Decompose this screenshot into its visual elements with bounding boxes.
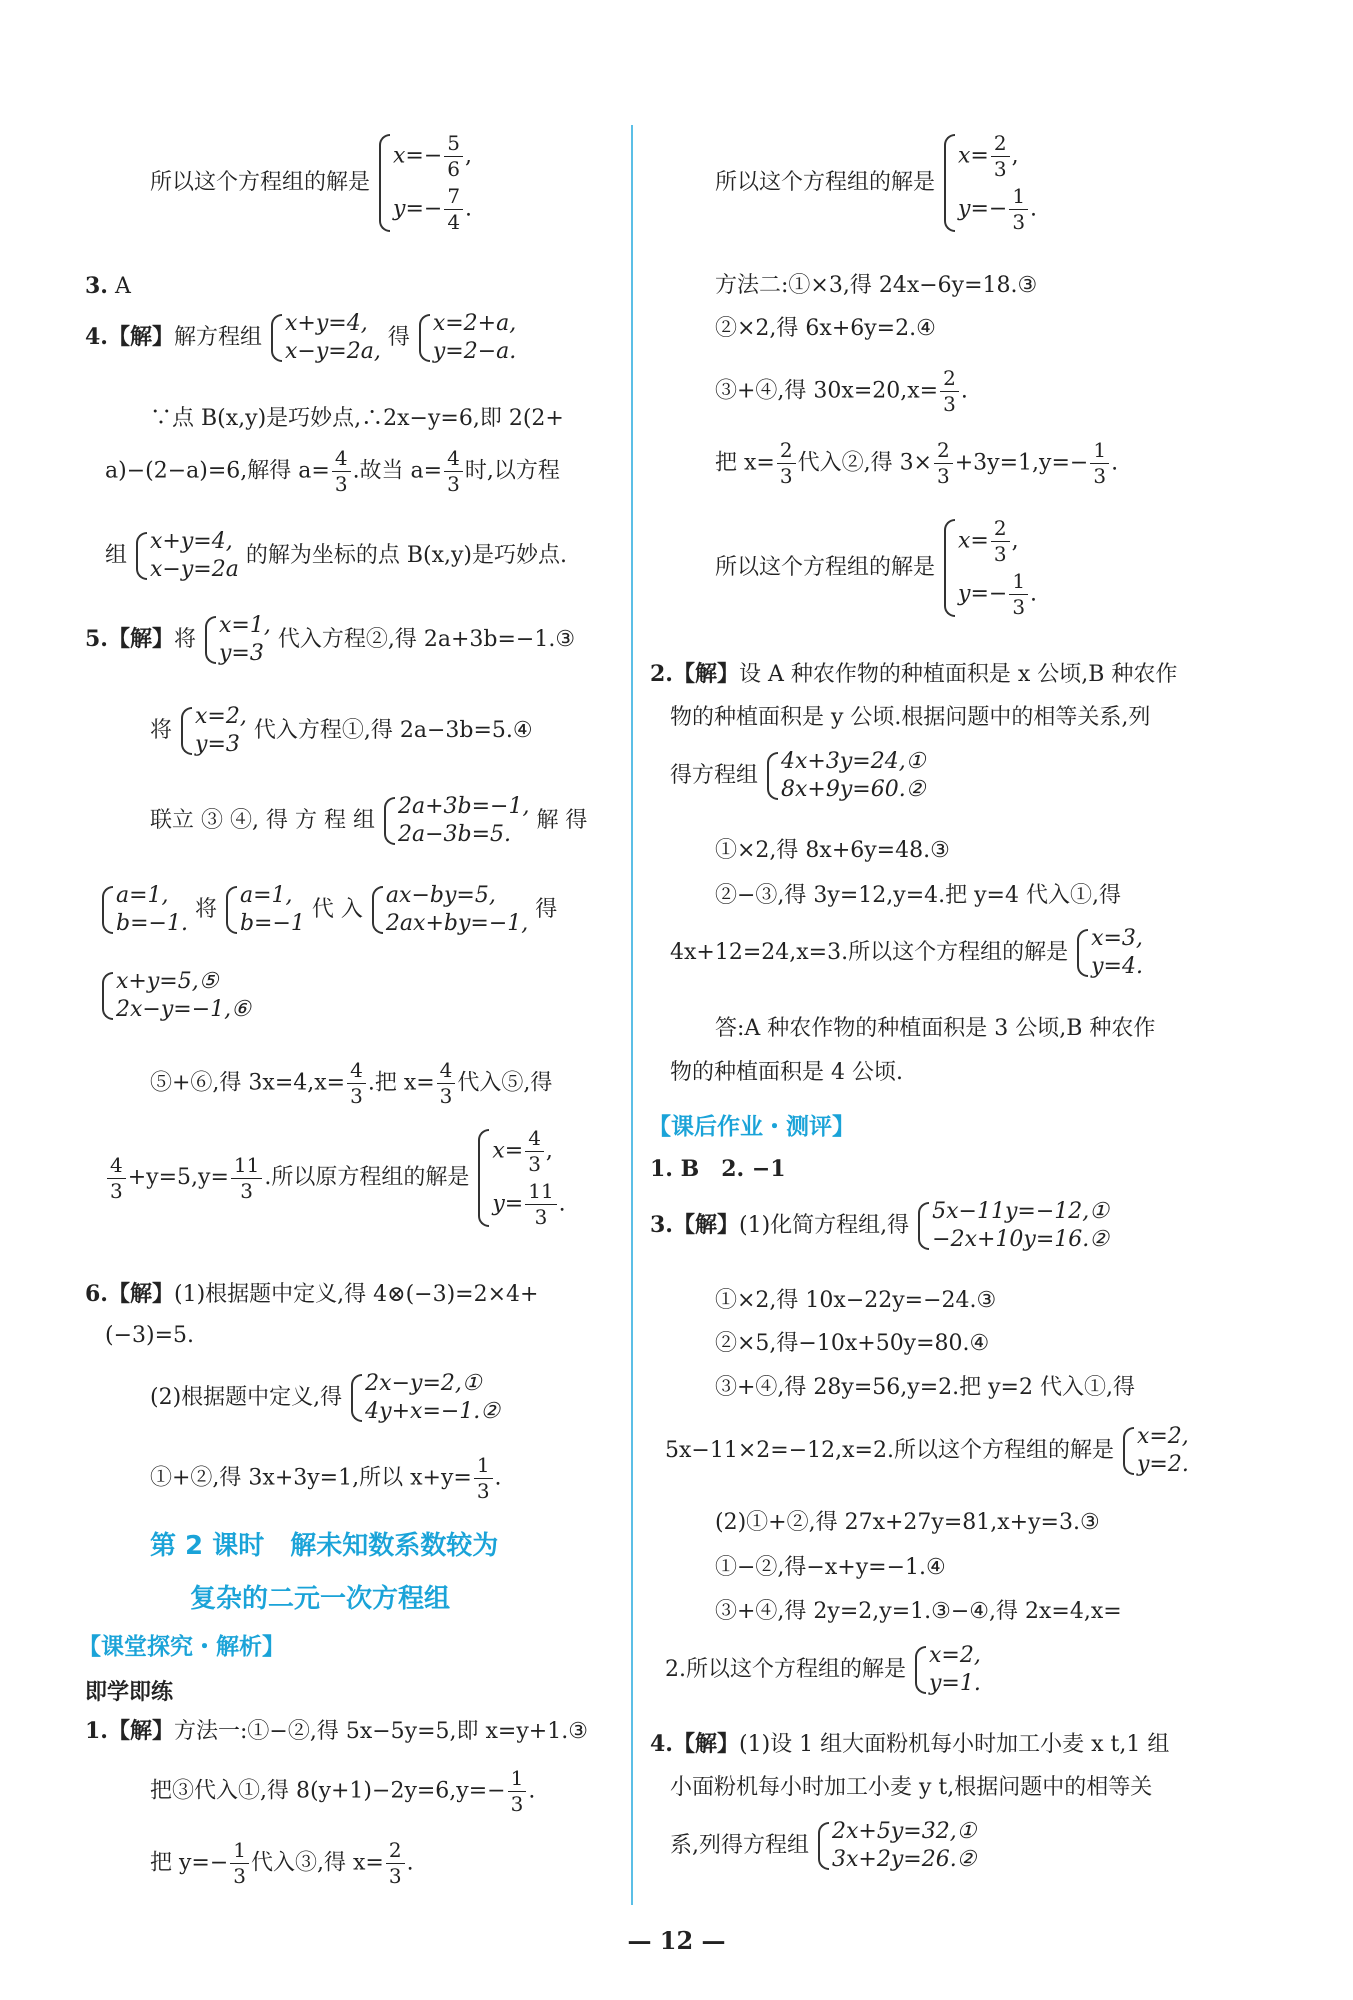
q4-line1 [85,310,516,366]
q5-line1 [85,612,575,668]
solution-label: 所以这个方程组的解是 [715,555,936,580]
method2-line4 [715,440,1118,487]
q6-line2: (−3)=5. [105,1323,195,1348]
rq3-line4: ③+④,得 28y=56,y=2.把 y=2 代入①,得 [715,1375,1135,1400]
text: (1)设 1 组大面粉机每小时加工小麦 x t,1 组 [738,1732,1170,1757]
eq-row: 2x−y=2,① [365,1371,482,1396]
column-divider [631,125,633,1905]
eq-row: 4x+3y=24,① [781,749,926,774]
frac-num: 7 [444,186,463,210]
text: . [528,1778,536,1804]
text: ③+④,得 30x=20,x= [715,378,939,404]
y-eq: y=− [958,196,1008,222]
text: 解方程组 [173,325,262,350]
frac-den: 3 [1093,464,1107,488]
text: 2.所以这个方程组的解是 [665,1657,906,1682]
q2-line5: ②−③,得 3y=12,y=4.把 y=4 代入①,得 [715,883,1121,908]
lesson-heading-line1: 第 2 课时 解未知数系数较为 [150,1531,499,1561]
text: (1)化简方程组,得 [738,1213,910,1238]
eq-row: y=3 [219,641,264,666]
frac-den: 3 [993,542,1007,566]
x-eq: x= [492,1138,524,1164]
frac-num: 2 [777,440,796,464]
method2-line3 [715,368,968,415]
equation-system [382,793,529,849]
x-eq: x=− [393,143,443,169]
eq-row: b=−1 [239,911,305,936]
equation-system [269,310,381,366]
eq-row: a=1, [239,883,293,908]
rq3-line6: (2)①+②,得 27x+27y=81,x+y=3.③ [715,1510,1100,1535]
eq-row: x−y=2a [150,557,239,582]
text: 代入方程②,得 2a+3b=−1.③ [277,627,576,652]
q3-answer [85,275,131,298]
frac-num: 4 [332,448,351,472]
rq4-line3 [670,1818,976,1874]
subheading: 即学即练 [85,1680,174,1705]
frac-den: 3 [388,1864,402,1888]
frac-num: 1 [1009,186,1028,210]
question-number: 2. [650,661,673,687]
eq-row: 3x+2y=26.② [832,1847,977,1872]
frac-num: 1 [230,1840,249,1864]
equation-system [370,882,528,938]
q2-line1 [650,663,1177,686]
text: 把③代入①,得 8(y+1)−2y=6,y=− [150,1778,506,1804]
y-eq: y=− [393,196,443,222]
question-number: 6. [85,1281,108,1307]
text: 把 x= [715,450,775,476]
solution-continued [150,130,472,236]
frac-den: 6 [447,157,461,181]
equation-system [224,882,305,938]
solution-tag: 【解】 [107,324,174,350]
eq-row: 2ax+by=−1, [385,911,529,936]
frac-num: 4 [347,1060,366,1084]
solution-tag: 【解】 [672,1212,739,1238]
frac-den: 3 [334,472,348,496]
eq-row: y=2. [1136,1452,1189,1477]
frac-num: 11 [231,1155,262,1179]
page-number: — 12 — [627,1926,726,1955]
solution-tag: 【解】 [107,1281,174,1307]
q1-line3 [150,1840,414,1887]
text: 代入③,得 x= [251,1850,384,1876]
rq3-line2: ①×2,得 10x−22y=−24.③ [715,1288,997,1313]
frac-den: 3 [439,1084,453,1108]
text: 系,列得方程组 [670,1833,809,1858]
question-number: 1. [85,1718,108,1744]
q2-line3 [670,748,925,804]
frac-num: 1 [474,1455,493,1479]
solution-system [476,1125,565,1231]
frac-den: 3 [1012,210,1026,234]
text: +3y=1,y=− [954,450,1089,476]
r-solution-1 [715,130,1037,236]
eq-row: 5x−11y=−12,① [932,1199,1109,1224]
rq3-line1 [650,1198,1109,1254]
q2-line6 [670,925,1143,981]
punct: , [1011,528,1019,554]
frac-den: 3 [240,1178,253,1203]
eq-row: x+y=5,⑤ [116,969,219,994]
q6-line3 [150,1370,500,1426]
question-number: 4. [650,1731,673,1757]
solution-tag: 【解】 [672,661,739,687]
text: 得 [387,325,410,350]
equation-system [100,968,251,1024]
text: . [494,1465,502,1491]
eq-row: 2a−3b=5. [397,822,512,847]
rq4-line1 [650,1733,1169,1756]
method2-line1: 方法二:①×3,得 24x−6y=18.③ [715,273,1038,298]
text: 4x+12=24,x=3.所以这个方程组的解是 [670,940,1069,965]
solution-system [1075,925,1143,981]
question-number: 3. [650,1212,673,1238]
eq-row: x+y=4, [150,529,233,554]
solution-system [377,130,472,236]
frac-den: 3 [993,157,1007,181]
eq-row: x+y=4, [285,311,368,336]
eq-row: 8x+9y=60.② [781,777,926,802]
frac-num: 4 [444,448,463,472]
frac-den: 3 [943,392,956,416]
frac-den: 3 [110,1178,123,1203]
solution-system [1121,1423,1189,1479]
text: 解 得 [536,808,588,833]
text: (1)根据题中定义,得 4⊗(−3)=2×4+ [173,1282,539,1307]
equation-system [916,1198,1109,1254]
frac-num: 1 [1090,440,1109,464]
q6-line1 [85,1283,538,1306]
frac-num: 1 [1009,571,1028,595]
equation-system [349,1370,500,1426]
eq-row: y=3 [195,732,240,757]
equation-system [765,748,925,804]
punct: . [1030,196,1038,222]
rq3-line9 [665,1642,981,1698]
solution-system [942,130,1037,236]
text: .所以原方程组的解是 [264,1165,470,1190]
x-eq: x= [958,143,989,169]
punct: . [1030,581,1038,607]
text: 设 A 种农作物的种植面积是 x 公顷,B 种农作 [738,662,1178,687]
equation-system [816,1818,976,1874]
q5-line4 [100,882,557,938]
frac-den: 3 [779,464,793,488]
q5-line5 [100,968,251,1024]
frac-den: 3 [534,1205,548,1229]
frac-den: 3 [476,1479,490,1503]
text: 将 [194,897,217,922]
eq-row: x=1, [219,613,271,638]
text: 组 [105,543,128,568]
eq-row: x−y=2a, [285,339,381,364]
eq-row: x=2, [195,704,247,729]
x-eq: x= [958,528,989,554]
eq-row: x=3, [1091,926,1143,951]
question-number: 3. [85,273,108,299]
punct: . [465,196,473,222]
rq3-line7: ①−②,得−x+y=−1.④ [715,1555,946,1580]
text: 联立 ③ ④, 得 方 程 组 [150,808,375,833]
frac-num: 4 [107,1155,126,1179]
q4-line4 [105,528,567,584]
text: ⑤+⑥,得 3x=4,x= [150,1070,346,1096]
text: 代 入 [311,897,363,922]
r-solution-2 [715,515,1037,621]
solution-system [913,1642,981,1698]
text: 的解为坐标的点 B(x,y)是巧妙点. [245,543,567,568]
punct: , [545,1138,553,1164]
text: 代入方程①,得 2a−3b=5.④ [253,718,533,743]
eq-row: a=1, [116,883,169,908]
section-tag: 【课堂探究・解析】 [78,1634,285,1660]
q2-answer-line1: 答:A 种农作物的种植面积是 3 公顷,B 种农作 [715,1016,1156,1041]
text: . [1111,450,1119,476]
punct: , [465,143,473,169]
eq-row: b=−1. [116,911,188,936]
frac-den: 3 [350,1084,363,1108]
frac-num: 2 [991,133,1010,157]
frac-num: 11 [525,1181,556,1205]
eq-row: 4y+x=−1.② [365,1399,501,1424]
q2-line4: ①×2,得 8x+6y=48.③ [715,838,950,863]
answer-text: A [114,274,131,299]
eq-row: x=2, [1136,1424,1189,1449]
text: 得 [535,897,558,922]
eq-row: y=1. [929,1671,981,1696]
text: 代入②,得 3× [797,450,932,476]
q4-line2: ∵点 B(x,y)是巧妙点,∴2x−y=6,即 2(2+ [150,406,564,431]
eq-row: y=4. [1091,954,1143,979]
q5-line6 [150,1060,552,1107]
solution-tag: 【解】 [107,626,174,652]
frac-num: 2 [386,1840,405,1864]
text: +y=5,y= [127,1165,229,1190]
q2-line2: 物的种植面积是 y 公顷.根据问题中的相等关系,列 [670,705,1151,730]
text: 将 [150,718,173,743]
q5-line3 [150,793,587,849]
q4-line3 [105,448,560,495]
frac-den: 3 [447,472,460,496]
question-number: 5. [85,626,108,652]
rq4-line2: 小面粉机每小时加工小麦 y t,根据问题中的相等关 [670,1775,1153,1800]
q1-line2 [150,1768,535,1815]
frac-den: 3 [1012,595,1026,619]
q6-line4 [150,1455,502,1502]
eq-row: ax−by=5, [385,883,496,908]
text: . [406,1850,414,1876]
text: a)−(2−a)=6,解得 a= [105,458,330,484]
y-eq: y= [492,1191,524,1217]
frac-num: 1 [508,1768,527,1792]
solution-tag: 【解】 [672,1731,739,1757]
q2-answer-line2: 物的种植面积是 4 公顷. [670,1060,903,1085]
eq-row: x=2+a, [432,311,517,336]
section-tag: 【课后作业・测评】 [648,1114,855,1140]
eq-row: 2x+5y=32,① [832,1819,977,1844]
frac-num: 2 [940,368,959,392]
frac-den: 4 [447,210,461,234]
frac-num: 2 [991,518,1010,542]
eq-row: −2x+10y=16.② [932,1227,1109,1252]
eq-row: 2x−y=−1,⑥ [116,997,251,1022]
equation-system [134,528,239,584]
solution-label: 所以这个方程组的解是 [715,170,936,195]
q5-line2 [150,703,533,759]
solution-system [942,515,1037,621]
frac-den: 3 [510,1792,524,1816]
eq-row: 2a+3b=−1, [397,794,530,819]
frac-den: 3 [528,1152,541,1176]
y-eq: y=− [958,581,1008,607]
text: 得方程组 [670,763,759,788]
equation-system [417,310,516,366]
punct: . [558,1191,566,1217]
frac-num: 2 [934,440,953,464]
answers-1-2: 1. B 2. −1 [650,1156,786,1182]
text: (2)根据题中定义,得 [150,1385,343,1410]
question-number: 4. [85,324,108,350]
punct: , [1011,143,1019,169]
text: 将 [173,627,196,652]
rq3-line5 [665,1423,1189,1479]
solution-tag: 【解】 [107,1718,174,1744]
q5-line7 [105,1125,566,1231]
eq-row: y=2−a. [432,339,517,364]
text: 方法一:①−②,得 5x−5y=5,即 x=y+1.③ [173,1719,588,1744]
eq-row: x=2, [929,1643,981,1668]
frac-num: 4 [437,1060,456,1084]
solution-label: 所以这个方程组的解是 [150,170,371,195]
text: 代入⑤,得 [457,1070,553,1096]
method2-line2: ②×2,得 6x+6y=2.④ [715,316,936,341]
frac-den: 3 [233,1864,247,1888]
frac-den: 3 [937,464,950,488]
equation-system [179,703,247,759]
equation-system [100,882,188,938]
text: 5x−11×2=−12,x=2.所以这个方程组的解是 [665,1438,1114,1463]
rq3-line8: ③+④,得 2y=2,y=1.③−④,得 2x=4,x= [715,1599,1122,1624]
frac-num: 5 [444,133,463,157]
rq3-line3: ②×5,得−10x+50y=80.④ [715,1331,990,1356]
equation-system [203,612,271,668]
q1-line1 [85,1720,588,1743]
frac-num: 4 [525,1128,544,1152]
text: 时,以方程 [464,458,560,484]
text: .把 x= [367,1070,435,1096]
text: 把 y=− [150,1850,229,1876]
text: . [960,378,968,404]
text: .故当 a= [352,458,443,484]
text: ①+②,得 3x+3y=1,所以 x+y= [150,1465,472,1491]
lesson-heading-line2: 复杂的二元一次方程组 [190,1584,451,1614]
